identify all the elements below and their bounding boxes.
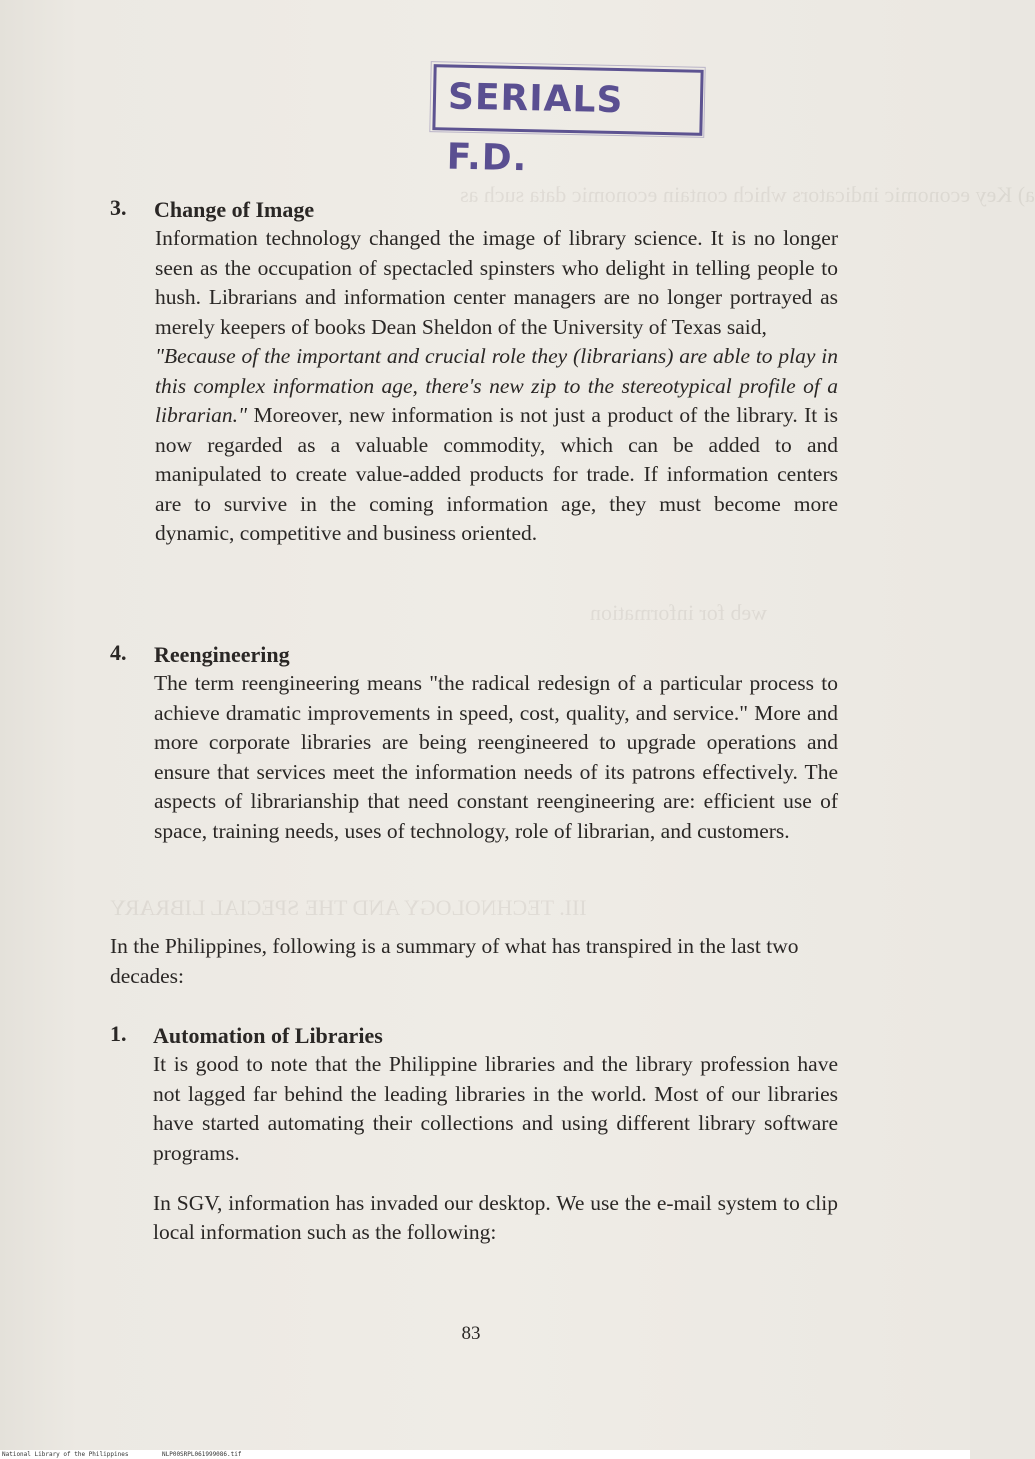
section-body: The term reengineering means "the radical redesign of a particular process to achieve dramatic improvements in speed, cost, quality, and service." More and more corporate libraries are being reengineered to upgrade operations and ensure that services meet the information needs of its patrons effectively. The aspects of librarianship that need constant reengineering are: efficient use of space, training needs, uses of technology, role of librarian, and customers.: [154, 671, 838, 843]
section-reengineering: [110, 640, 838, 868]
section-heading: Automation of Libraries: [153, 1023, 383, 1048]
section-body: [155, 224, 838, 549]
section-change-of-image: [110, 195, 838, 570]
bleed-through-text: web for information: [590, 600, 768, 625]
section-number: 4.: [110, 640, 127, 665]
paragraph-text: Information technology changed the image of library science. It is no longer seen as the occupation of spectacled spinsters who delight in telling people to hush. Librarians and information center managers are no longer portrayed as merely keepers of books Dean Sheldon of the University of Texas said,: [155, 226, 838, 339]
serials-stamp: SERIALS F.D.: [432, 64, 703, 136]
section-heading: Reengineering: [154, 642, 290, 667]
scan-footer: [0, 1450, 970, 1459]
quote-text: "Because of the important and crucial role they (librarians) are able to play in this complex information age, there's new zip to the stereotypical profile of a librarian.": [155, 344, 838, 427]
bleed-through-text: III. TECHNOLOGY AND THE SPECIAL LIBRARY: [110, 895, 587, 920]
footer-left: National Library of the Philippines: [2, 1451, 129, 1458]
paragraph-text: Moreover, new information is not just a product of the library. It is now regarded as a valuable commodity, which can be added to and manipulated to create value-added products for trade. If information centers are to survive in the coming information age, they must become more dynamic, competitive and business oriented.: [155, 403, 838, 545]
section-automation: [110, 1021, 838, 1269]
section-body: It is good to note that the Philippine libraries and the library profession have not lagged far behind the leading libraries in the world. Most of our libraries have started automating their collections and using different library software programs.: [153, 1052, 838, 1165]
section-heading: Change of Image: [154, 197, 315, 222]
page-number: 83: [461, 1323, 481, 1344]
bleed-through-text: a) Key economic indicators which contain economic data such as: [460, 182, 1035, 207]
section-number: 1.: [110, 1021, 127, 1046]
section-number: 3.: [110, 195, 127, 220]
footer-right: NLP00SRPL061999086.tif: [162, 1451, 242, 1458]
summary-intro: In the Philippines, following is a summary of what has transpired in the last two decades:: [110, 934, 799, 988]
section-body-2: In SGV, information has invaded our desktop. We use the e-mail system to clip local information such as the following:: [153, 1190, 838, 1244]
